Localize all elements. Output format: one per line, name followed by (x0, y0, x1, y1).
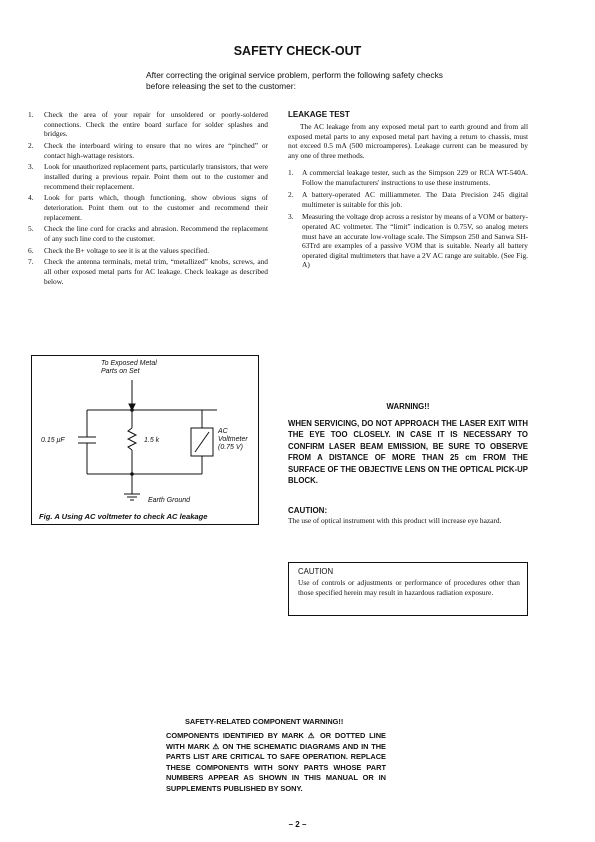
meter-label-line-1: AC (218, 428, 228, 435)
meter-label-line-3: (0.75 V) (218, 444, 243, 451)
item-number: 5. (28, 224, 34, 234)
list-item (288, 190, 528, 209)
item-number: 6. (28, 245, 34, 255)
safety-component-text: COMPONENTS IDENTIFIED BY MARK ⚠ OR DOTTED LINE WITH MARK ⚠ ON THE SCHEMATIC DIAGRAMS AND IN THE PARTS LIST ARE CRITICAL TO SAFE OPERATION. REPLACE THESE COMPONENTS WITH SONY PARTS WHOSE PART NUMBERS APPEAR AS SHOWN IN THIS MANUAL OR IN SUPPLEMENTS PUBLISHED BY SONY. (166, 731, 386, 793)
item-text: Check the interboard wiring to ensure that no wires are “pinched” or contact high-wattage resistors. (44, 140, 268, 160)
caution-heading: CAUTION: (288, 506, 328, 515)
item-number: 2. (288, 190, 294, 200)
item-text: A commercial leakage tester, such as the Simpson 229 or RCA WT-540A. Follow the manufacturers' instructions to use these instruments. (302, 168, 528, 187)
item-number: 3. (288, 212, 294, 222)
item-number: 4. (28, 193, 34, 203)
warning-heading: WARNING!! (386, 402, 430, 411)
item-text: Look for parts which, though functioning, show obvious signs of deterioration. Point them out to the customer and recommend their replacement. (44, 193, 268, 222)
list-item (28, 257, 268, 286)
list-item (28, 224, 268, 243)
figure-caption: Fig. A Using AC voltmeter to check AC leakage (39, 512, 208, 521)
item-text: Measuring the voltage drop across a resistor by means of a VOM or battery-operated AC voltmeter. The “limit” indication is 0.75V, so analog meters must have an accurate low-voltage scale. The Simpson 250 and Sanwa SH-63Trd are examples of a passive VOM that is suitable. Nearly all battery operated digital multimeters that have a 2V AC range are suitable. (See Fig. A) (302, 212, 528, 270)
item-text: A battery-operated AC milliammeter. The Data Precision 245 digital multimeter is suitable for this job. (302, 190, 528, 209)
list-item (28, 246, 268, 256)
page-number: – 2 – (288, 820, 307, 829)
safety-checklist (28, 110, 268, 288)
item-number: 3. (28, 162, 34, 172)
list-item (28, 193, 268, 222)
list-item (288, 168, 528, 187)
item-number: 1. (288, 168, 294, 177)
item-number: 1. (28, 110, 34, 119)
figure-a-box (31, 355, 259, 525)
caution-box-label: CAUTION (298, 567, 334, 576)
list-item (288, 212, 528, 270)
item-number: 2. (28, 140, 34, 150)
meter-needle (195, 432, 209, 452)
intro-text: After correcting the original service problem, perform the following safety checks before releasing the set to the customer: (146, 70, 443, 91)
caution-text: The use of optical instrument with this product will increase eye hazard. (288, 516, 502, 525)
item-text: Check the line cord for cracks and abrasion. Recommend the replacement of any such line cord to the customer. (44, 224, 268, 243)
caution-notice-box (288, 562, 528, 616)
leakage-methods-list (288, 168, 528, 273)
probe-label-line-2: Parts on Set (101, 368, 140, 375)
item-text: Check the B+ voltage to see it is at the values specified. (44, 245, 210, 255)
page-title: SAFETY CHECK-OUT (233, 44, 362, 58)
meter-label-line-2: Voltmeter (218, 436, 248, 443)
list-item (28, 162, 268, 191)
leakage-test-intro: The AC leakage from any exposed metal part to earth ground and from all exposed metal parts to any exposed metal part having a return to chassis, must not exceed 0.5 mA (500 microamperes). Leakage current can be measured by any one of three methods. (288, 122, 528, 160)
leakage-test-heading: LEAKAGE TEST (288, 110, 350, 119)
safety-component-heading: SAFETY-RELATED COMPONENT WARNING!! (185, 717, 344, 726)
item-text: Check the antenna terminals, metal trim, “metallized” knobs, screws, and all other exposed metal parts for AC leakage. Check leakage as described below. (44, 257, 268, 286)
item-text: Look for unauthorized replacement parts, particularly transistors, that were installed during a previous repair. Point them out to the customer and recommend their replacement. (44, 162, 268, 191)
laser-warning-text: WHEN SERVICING, DO NOT APPROACH THE LASER EXIT WITH THE EYE TOO CLOSELY. IN CASE IT IS NECESSARY TO CONFIRM LASER BEAM EMISSION, BE SURE TO OBSERVE FROM A DISTANCE OF MORE THAN 25 cm FROM THE SURFACE OF THE OBJECTIVE LENS ON THE OPTICAL PICK-UP BLOCK. (288, 419, 528, 486)
probe-label-line-1: To Exposed Metal (101, 360, 157, 367)
item-number: 7. (28, 257, 34, 267)
item-text: Check the area of your repair for unsoldered or poorly-soldered connections. Check the entire board surface for solder splashes and bridges. (44, 110, 268, 139)
resistor-label: 1.5 k (144, 437, 160, 444)
capacitor-label: 0.15 μF (41, 437, 65, 444)
ground-label: Earth Ground (148, 497, 191, 504)
resistor-icon (128, 428, 136, 450)
caution-box-text: Use of controls or adjustments or performance of procedures other than those specified herein may result in hazardous radiation exposure. (298, 578, 520, 597)
list-item (28, 110, 268, 139)
list-item (28, 141, 268, 160)
